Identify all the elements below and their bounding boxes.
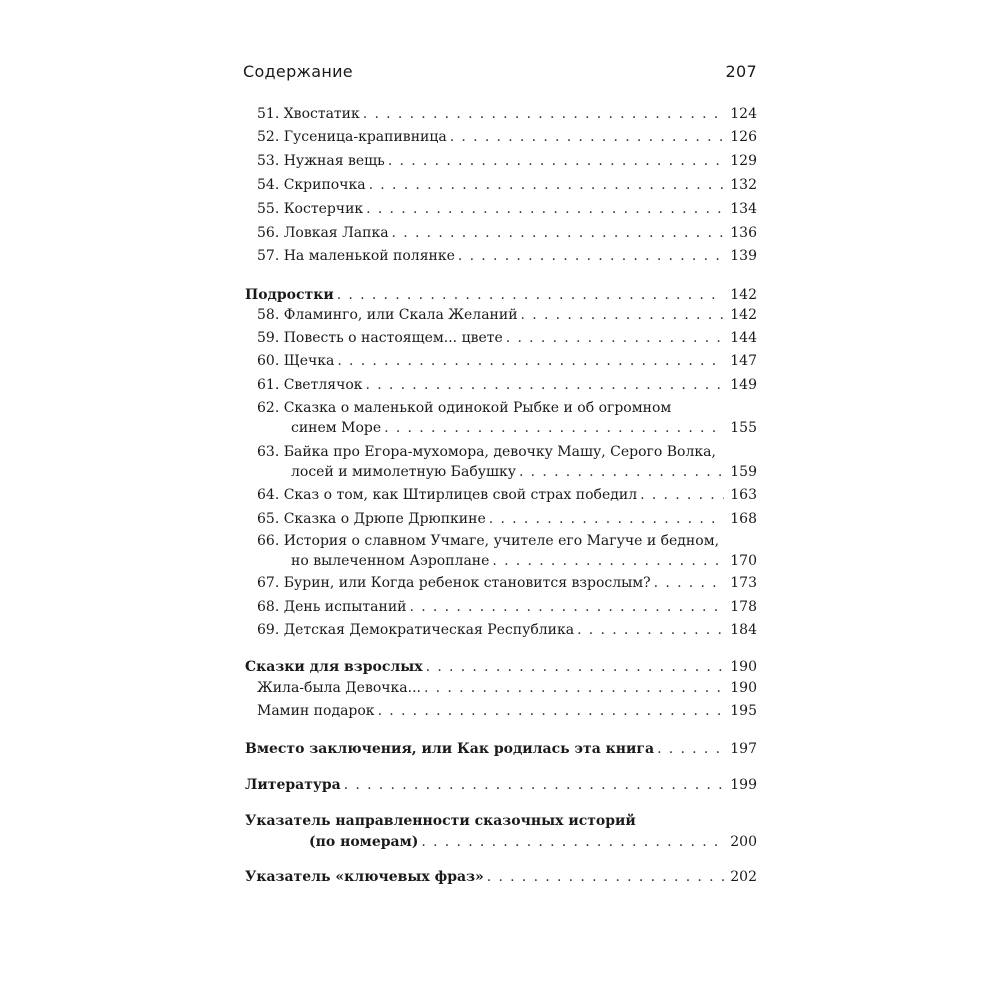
dot-leader: [654, 572, 725, 594]
dot-leader: [657, 738, 724, 760]
toc-entry-line2[interactable]: синем Море . . . 155: [245, 417, 757, 439]
toc-entry[interactable]: Мамин подарок . . . 195: [245, 700, 757, 722]
dot-leader: [489, 508, 725, 530]
dot-leader: [426, 656, 725, 678]
dot-leader: [363, 103, 725, 125]
toc-entry[interactable]: 69. Детская Демократическая Республика . . . 184: [245, 619, 757, 641]
dot-leader: [519, 461, 724, 483]
toc-section-teens[interactable]: Подростки . . . 142: [245, 284, 757, 306]
dot-leader: [487, 866, 724, 888]
toc-entry-line2[interactable]: лосей и мимолетную Бабушку . . . 159: [245, 461, 757, 483]
toc-entry[interactable]: 51. Хвостатик . . . 124: [245, 103, 757, 125]
toc-section-phrases[interactable]: Указатель «ключевых фраз» . . . 202: [245, 866, 757, 888]
toc-entry[interactable]: Жила-была Девочка... . . . 190: [245, 677, 757, 699]
dot-leader: [506, 327, 724, 349]
dot-leader: [384, 417, 724, 439]
toc-entry[interactable]: 52. Гусеница-крапивница . . . 126: [245, 126, 757, 148]
dot-leader: [337, 350, 724, 372]
toc-entry-line1[interactable]: 63. Байка про Егора-мухомора, девочку Машу, Серого Волка,: [257, 444, 716, 460]
toc-entry[interactable]: 56. Ловкая Лапка . . . 136: [245, 222, 757, 244]
dot-leader: [421, 831, 724, 853]
dot-leader: [392, 222, 725, 244]
toc-section-literature[interactable]: Литература . . . 199: [245, 774, 757, 796]
toc-entry-line2[interactable]: но вылеченном Аэроплане . . . 170: [245, 550, 757, 572]
toc-section-conclusion[interactable]: Вместо заключения, или Как родилась эта книга . . . 197: [245, 738, 757, 760]
dot-leader: [369, 174, 725, 196]
toc-entry[interactable]: 67. Бурин, или Когда ребенок становится взрослым? . . . 173: [245, 572, 757, 594]
dot-leader: [521, 304, 725, 326]
toc-entry[interactable]: 65. Сказка о Дрюпе Дрюпкине . . . 168: [245, 508, 757, 530]
dot-leader: [344, 774, 725, 796]
toc-section-index-line1[interactable]: Указатель направленности сказочных историй: [245, 813, 636, 829]
toc-entry[interactable]: 64. Сказ о том, как Штирлицев свой страх победил . . . 163: [245, 484, 757, 506]
toc-entry[interactable]: 55. Костерчик . . . 134: [245, 198, 757, 220]
dot-leader: [337, 284, 725, 306]
toc-entry[interactable]: 54. Скрипочка . . . 132: [245, 174, 757, 196]
toc-entry[interactable]: 53. Нужная вещь . . . 129: [245, 150, 757, 172]
dot-leader: [458, 245, 724, 267]
dot-leader: [366, 198, 724, 220]
running-head-title: Содержание: [243, 62, 353, 81]
toc-section-adults[interactable]: Сказки для взрослых . . . 190: [245, 656, 757, 678]
dot-leader: [577, 619, 724, 641]
dot-leader: [410, 596, 725, 618]
dot-leader: [492, 550, 724, 572]
page-number: 207: [725, 62, 757, 81]
toc-entry[interactable]: 59. Повесть о настоящем... цвете . . . 144: [245, 327, 757, 349]
toc-entry[interactable]: 58. Фламинго, или Скала Желаний . . . 142: [245, 304, 757, 326]
toc-section-index-line2[interactable]: (по номерам) . . . 200: [245, 831, 757, 853]
dot-leader: [388, 150, 724, 172]
table-of-contents: [245, 0, 757, 1000]
toc-entry-line1[interactable]: 66. История о славном Учмаге, учителе его Магуче и бедном,: [257, 533, 720, 549]
dot-leader: [378, 700, 725, 722]
dot-leader: [366, 374, 725, 396]
toc-entry-line1[interactable]: 62. Сказка о маленькой одинокой Рыбке и об огромном: [257, 400, 672, 416]
toc-entry[interactable]: 57. На маленькой полянке . . . 139: [245, 245, 757, 267]
toc-entry[interactable]: 61. Светлячок . . . 149: [245, 374, 757, 396]
toc-entry[interactable]: 68. День испытаний . . . 178: [245, 596, 757, 618]
toc-entry[interactable]: 60. Щечка . . . 147: [245, 350, 757, 372]
dot-leader: [424, 677, 724, 699]
dot-leader: [450, 126, 725, 148]
dot-leader: [640, 484, 724, 506]
